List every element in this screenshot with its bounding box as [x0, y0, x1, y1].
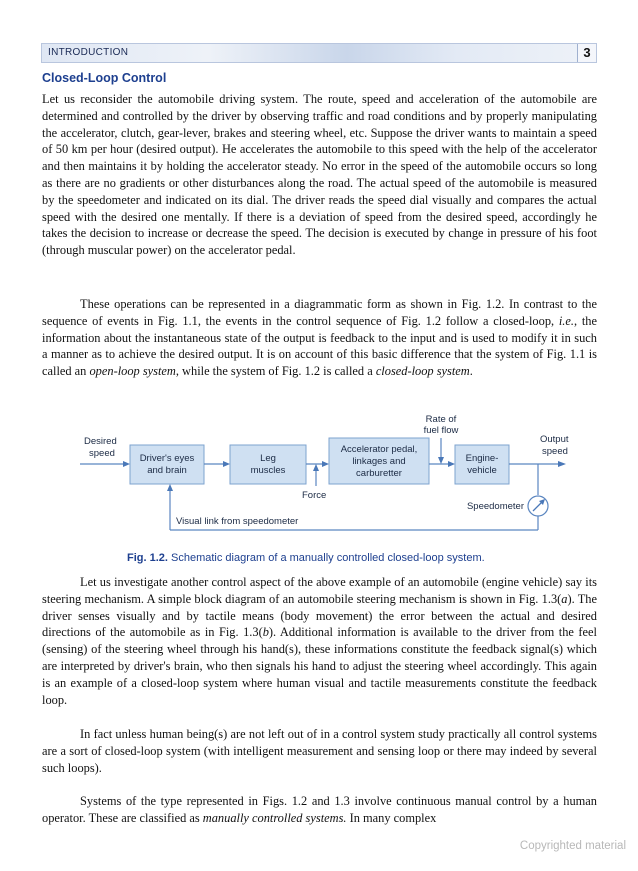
section-heading: Closed-Loop Control	[42, 71, 167, 85]
block-1-line-2: and brain	[147, 465, 187, 476]
block-1-line-1: Driver's eyes	[139, 453, 195, 464]
paragraph-2: These operations can be represented in a diagrammatic form as shown in Fig. 1.2. In contrast to the sequence of events in Fig. 1.1, the events in the control sequence of Fig. 1.2 follow a closed-loop, i.e., the information about the instantaneous state of the output is feedback to the input and is used to modify it in such a manner as to achieve the desired output. It is on account of this basic difference that the system of Fig. 1.1 is called an open-loop system, while the system of Fig. 1.2 is called a closed-loop system.	[42, 297, 597, 379]
label-fuel-flow: fuel flow	[423, 425, 459, 436]
label-force: Force	[302, 490, 327, 501]
page-number: 3	[577, 44, 596, 62]
running-header	[41, 43, 597, 63]
label-output: Output	[540, 434, 569, 445]
label-speedometer: Speedometer	[466, 501, 524, 512]
closed-loop-block-diagram	[80, 408, 580, 540]
block-2-line-1: Leg	[260, 453, 276, 464]
block-3-line-3: carburetter	[356, 468, 402, 479]
figure-caption: Fig. 1.2. Schematic diagram of a manually controlled closed-loop system.	[127, 552, 485, 564]
label-output-speed: speed	[542, 446, 568, 457]
block-4-line-1: Engine-	[465, 453, 499, 464]
paragraph-3: Let us investigate another control aspect of the above example of an automobile (engine vehicle) say its steering mechanism. A simple block diagram of an automobile steering mechanism is shown in Fig. 1.3(a). The driver senses visually and by tactile means (body movement) the error between the actual and desired directions of the automobile as in Fig. 1.3(b). Additional information is available to the driver from the feel (sensing) of the steering wheel through his hand(s), these informations constitute the feedback signal(s) which are interpreted by driver's brain, who then signals his hand to adjust the steering wheel accordingly. This again is an example of a closed-loop system where human visual and tactile measurements constitute the feedback loop.	[42, 575, 597, 707]
paragraph-5: Systems of the type represented in Figs. 1.2 and 1.3 involve continuous manual control by a human operator. These are classified as manually controlled systems. In many complex	[42, 794, 597, 825]
block-3-line-1: Accelerator pedal,	[340, 444, 418, 455]
block-2-line-2: muscles	[250, 465, 286, 476]
copyright-watermark: Copyrighted material	[519, 840, 626, 852]
label-speed: speed	[89, 448, 115, 459]
paragraph-1: Let us reconsider the automobile driving system. The route, speed and acceleration of the automobile are determined and controlled by the driver by observing traffic and road conditions and by properly manipulating the accelerator, clutch, gear-lever, brakes and steering wheel, etc. Suppose the driver wants to maintain a speed of 50 km per hour (desired output). He accelerates the automobile to this speed with the help of the accelerator and then maintains it by holding the accelerator steady. No error in the speed of the automobile occurs so long as there are no gradients or other disturbances along the road. The actual speed of the automobile is measured by the speedometer and indicated on its dial. The driver reads the speed dial visually and compares the actual speed with the desired one mentally. If there is a deviation of speed from the desired speed, accordingly he takes the decision to increase or decrease the speed. The decision is executed by change in pressure of his foot (through muscular power) on the accelerator pedal.	[42, 92, 597, 258]
paragraph-4: In fact unless human being(s) are not left out of in a control system study practically all control systems are a sort of closed-loop system (with intelligent measurement and sensing loop or there may indeed by several such loops).	[42, 727, 597, 775]
figure-label: Fig. 1.2.	[127, 552, 168, 564]
label-visual-link: Visual link from speedometer	[176, 516, 299, 527]
label-desired: Desired	[84, 436, 117, 447]
block-3-line-2: linkages and	[352, 456, 406, 467]
chapter-title: INTRODUCTION	[48, 47, 129, 58]
block-4-line-2: vehicle	[467, 465, 497, 476]
label-rate-of: Rate of	[425, 414, 457, 425]
